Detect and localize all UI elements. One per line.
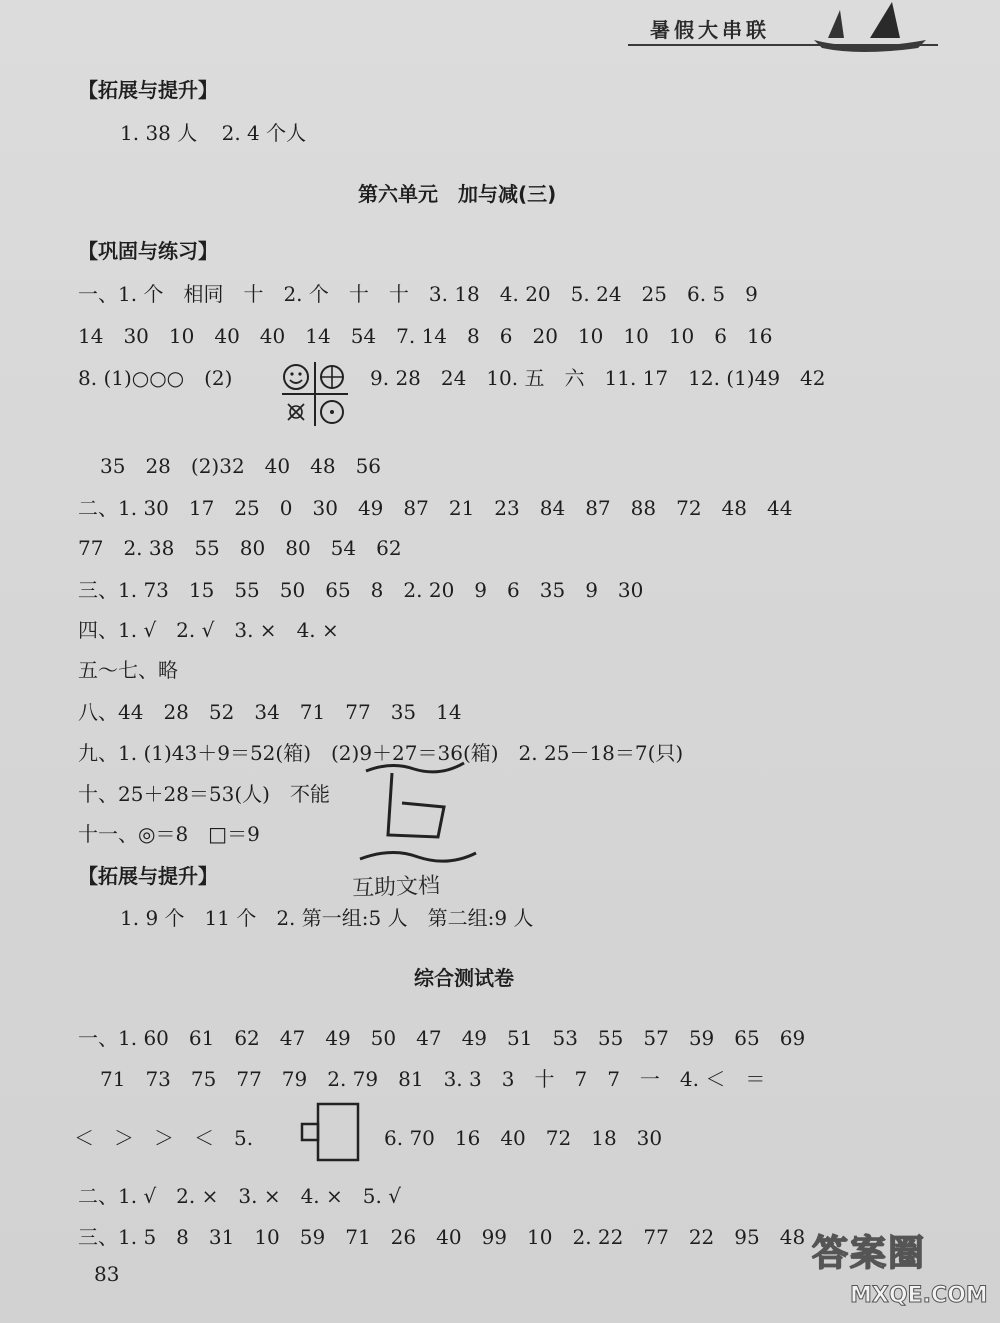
extend-answer-1: 1. 38 人 bbox=[120, 121, 198, 145]
answer-line: 一、1. 个 相同 十 2. 个 十 十 3. 18 4. 20 5. 24 25 6. 5 9 bbox=[78, 282, 758, 306]
watermark-logo: 答案圈 bbox=[812, 1233, 927, 1274]
extend-answers-1 bbox=[120, 117, 306, 146]
answer-line: 6. 70 16 40 72 18 30 bbox=[384, 1126, 663, 1150]
answer-line: 35 28 (2)32 40 48 56 bbox=[100, 454, 382, 478]
extend-heading-1: 【拓展与提升】 bbox=[78, 78, 218, 102]
extend-answer-line: 1. 9 个 11 个 2. 第一组:5 人 第二组:9 人 bbox=[120, 906, 534, 930]
answer-line: 五～七、略 bbox=[78, 658, 178, 682]
answer-line: 十、25＋28＝53(人) 不能 bbox=[78, 782, 330, 806]
answer-line: 三、1. 73 15 55 50 65 8 2. 20 9 6 35 9 30 bbox=[78, 578, 644, 602]
answer-line: 八、44 28 52 34 71 77 35 14 bbox=[78, 700, 462, 724]
watermark-url: MXQE.COM bbox=[850, 1283, 988, 1308]
unit6-title: 第六单元 加与减(三) bbox=[358, 182, 557, 206]
stamp-text: 互助文档 bbox=[351, 873, 441, 902]
answer-line: 14 30 10 40 40 14 54 7. 14 8 6 20 10 10 10 6 16 bbox=[78, 324, 773, 348]
extend-answer-2: 2. 4 个人 bbox=[221, 121, 307, 145]
answer-line: 77 2. 38 55 80 80 54 62 bbox=[78, 536, 402, 560]
answer-line: ＜ ＞ ＞ ＜ 5. bbox=[74, 1126, 254, 1150]
boat-icon bbox=[800, 0, 940, 56]
answer-line: 83 bbox=[94, 1262, 120, 1286]
answer-line: 四、1. √ 2. √ 3. × 4. × bbox=[78, 618, 339, 642]
answer-line: 二、1. √ 2. × 3. × 4. × 5. √ bbox=[78, 1184, 401, 1208]
rectangle-figure-icon bbox=[298, 1102, 362, 1162]
answer-line: 71 73 75 77 79 2. 79 81 3. 3 3 十 7 7 一 4. ＜ ＝ bbox=[100, 1067, 766, 1091]
extend-heading-2: 【拓展与提升】 bbox=[78, 864, 218, 888]
answer-line: 三、1. 5 8 31 10 59 71 26 40 99 10 2. 22 77 22 95 48 bbox=[78, 1225, 806, 1249]
stamp-symbol-icon bbox=[352, 755, 482, 867]
answer-line bbox=[78, 362, 232, 391]
answer-line: 十一、◎＝8 □＝9 bbox=[78, 822, 260, 846]
header-title: 暑假大串联 bbox=[650, 18, 770, 42]
answer-line: 一、1. 60 61 62 47 49 50 47 49 51 53 55 57 59 65 69 bbox=[78, 1026, 806, 1050]
answer-line: 9. 28 24 10. 五 六 11. 17 12. (1)49 42 bbox=[370, 366, 826, 390]
answer-line: 二、1. 30 17 25 0 30 49 87 21 23 84 87 88 72 48 44 bbox=[78, 496, 793, 520]
smiley-grid-icon bbox=[280, 360, 350, 428]
test-title: 综合测试卷 bbox=[414, 966, 514, 990]
answer-line: 九、1. (1)43＋9＝52(箱) (2)9＋27＝36(箱) 2. 25－18＝7(只) bbox=[78, 741, 684, 765]
consolidate-heading: 【巩固与练习】 bbox=[78, 239, 218, 263]
answer-text: 8. (1)○○○ (2) bbox=[78, 366, 233, 390]
